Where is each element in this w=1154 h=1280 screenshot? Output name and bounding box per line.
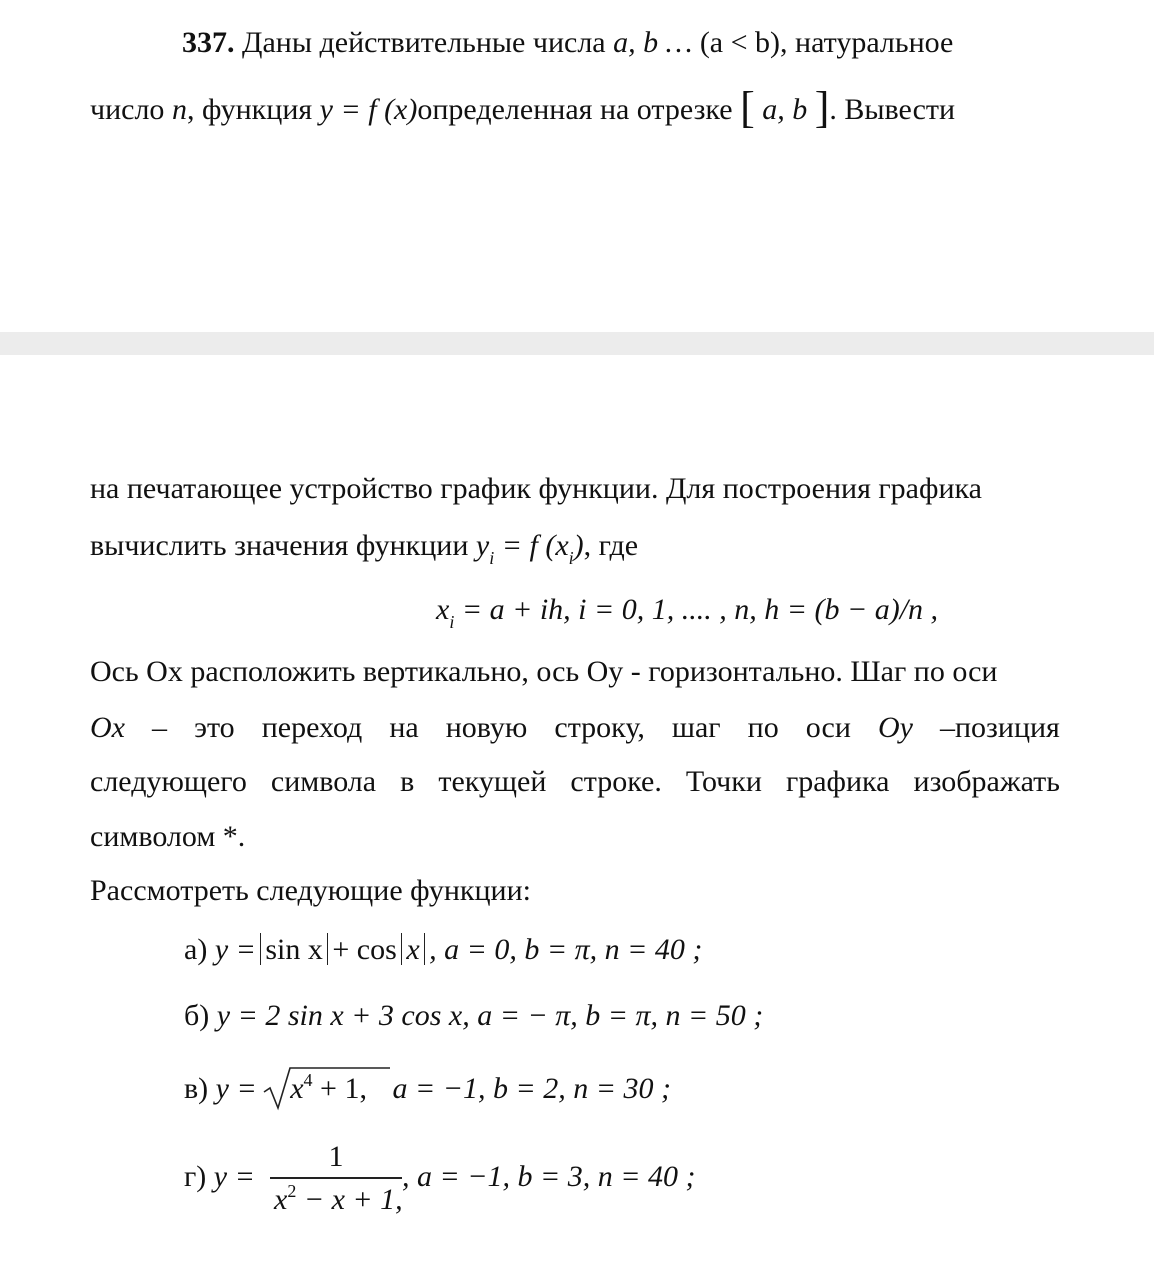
formula-x-index: i <box>449 612 455 632</box>
item-v-x: x <box>290 1072 304 1105</box>
item-g-den-x: x <box>274 1183 288 1216</box>
item-g-y: y = <box>213 1160 255 1193</box>
line4-eq-end: ) <box>573 529 584 562</box>
paragraph-word: символа <box>270 765 377 798</box>
problem-number: 337. <box>182 26 235 59</box>
item-a-params: , a = 0, b = π, n = 40 ; <box>429 933 703 966</box>
item-b <box>184 997 763 1035</box>
paragraph-word: текущей <box>438 765 547 798</box>
paragraph-word: изображать <box>913 765 1060 798</box>
item-g-params: , a = −1, b = 3, n = 40 ; <box>402 1160 696 1193</box>
line4-eq-mid: = f (x <box>494 529 569 562</box>
paragraph-word: Точки <box>685 765 762 798</box>
paragraph-word: Ox <box>90 711 125 744</box>
item-v-params: a = −1, b = 2, n = 30 ; <box>392 1072 671 1105</box>
line2-d: . Вывести <box>829 93 956 126</box>
left-bracket: [ <box>740 83 755 132</box>
consider-heading: Рассмотреть следующие функции: <box>90 874 531 907</box>
abs-bar <box>327 933 329 965</box>
text-line-4 <box>90 527 638 568</box>
item-a-y: y = <box>214 933 256 966</box>
paragraph-word: в <box>400 765 415 798</box>
item-a-plus: + cos <box>332 933 397 966</box>
line1-tail: , натуральное <box>780 26 954 59</box>
problem-line-2 <box>90 83 956 132</box>
fraction-numerator: 1 <box>328 1140 344 1173</box>
item-v-plus: + 1, <box>312 1072 367 1105</box>
paragraph-word: следующего <box>90 765 247 798</box>
line4-x-index: i <box>568 548 574 568</box>
paragraph-word: –позиция <box>939 711 1060 744</box>
item-a-label: а) <box>184 933 208 966</box>
n-variable: n <box>171 93 187 126</box>
line4-y-index: i <box>489 548 495 568</box>
text-line-3: на печатающее устройство график функции. Для построения графика <box>90 472 982 505</box>
item-g <box>184 1158 255 1196</box>
line2-c: определенная на отрезке <box>417 93 733 126</box>
line4-tail: , где <box>583 529 639 562</box>
item-v-label: в) <box>184 1072 209 1105</box>
item-v-power: 4 <box>303 1070 313 1090</box>
paragraph-word: Oy <box>877 711 913 744</box>
paragraph-word: – <box>152 711 168 744</box>
item-b-label: б) <box>184 999 210 1032</box>
line2-b: , функция <box>186 93 313 126</box>
item-a-x: x <box>406 933 420 966</box>
function-definition: y = f (x) <box>319 93 418 126</box>
item-g-den-power: 2 <box>287 1181 297 1201</box>
item-a-sin: sin x <box>265 933 323 966</box>
para-line-3 <box>90 763 1060 801</box>
interval: a, b <box>762 93 808 126</box>
paragraph-word: это <box>194 711 235 744</box>
paragraph-word: новую <box>445 711 528 744</box>
line1-text: Даны действительные числа <box>242 26 606 59</box>
paragraph-word: шаг <box>671 711 721 744</box>
step-formula <box>436 591 938 632</box>
para-line-2 <box>90 709 1060 747</box>
paragraph-word: на <box>389 711 419 744</box>
fraction-denominator <box>274 1181 403 1222</box>
paragraph-word: по <box>747 711 779 744</box>
problem-line-1 <box>182 24 953 62</box>
para-line-1: Ось Ox расположить вертикально, ось Oy - горизонтально. Шаг по оси <box>90 655 998 688</box>
page-break-divider <box>0 332 1154 355</box>
paragraph-word: переход <box>261 711 363 744</box>
formula-rest: = a + ih, i = 0, 1, .... , n, h = (b − a)/n , <box>454 593 939 626</box>
sqrt-expression <box>264 1070 371 1111</box>
line4-y: y <box>475 529 490 562</box>
formula-x: x <box>436 593 450 626</box>
paragraph-word: графика <box>785 765 890 798</box>
paragraph-word: строке. <box>570 765 662 798</box>
sqrt-sign <box>262 1066 392 1112</box>
item-g-den-rest: − x + 1, <box>296 1183 403 1216</box>
line4-a: вычислить значения функции <box>90 529 469 562</box>
item-g-label: г) <box>184 1160 207 1193</box>
fraction-bar <box>270 1177 402 1179</box>
ab-sequence: a, b … <box>613 26 693 59</box>
abs-bar <box>401 933 403 965</box>
item-v-y: y = <box>215 1072 257 1105</box>
right-bracket: ] <box>814 83 830 132</box>
paragraph-word: оси <box>805 711 851 744</box>
line2-a: число <box>90 93 165 126</box>
para-line-4: символом *. <box>90 820 246 853</box>
item-v <box>184 1070 671 1111</box>
item-a <box>184 931 702 969</box>
condition: (a < b) <box>699 26 781 59</box>
item-b-expr: y = 2 sin x + 3 cos x, a = − π, b = π, n = 50 ; <box>216 999 764 1032</box>
paragraph-word: строку, <box>554 711 645 744</box>
abs-bar <box>260 933 262 965</box>
abs-bar <box>424 933 426 965</box>
